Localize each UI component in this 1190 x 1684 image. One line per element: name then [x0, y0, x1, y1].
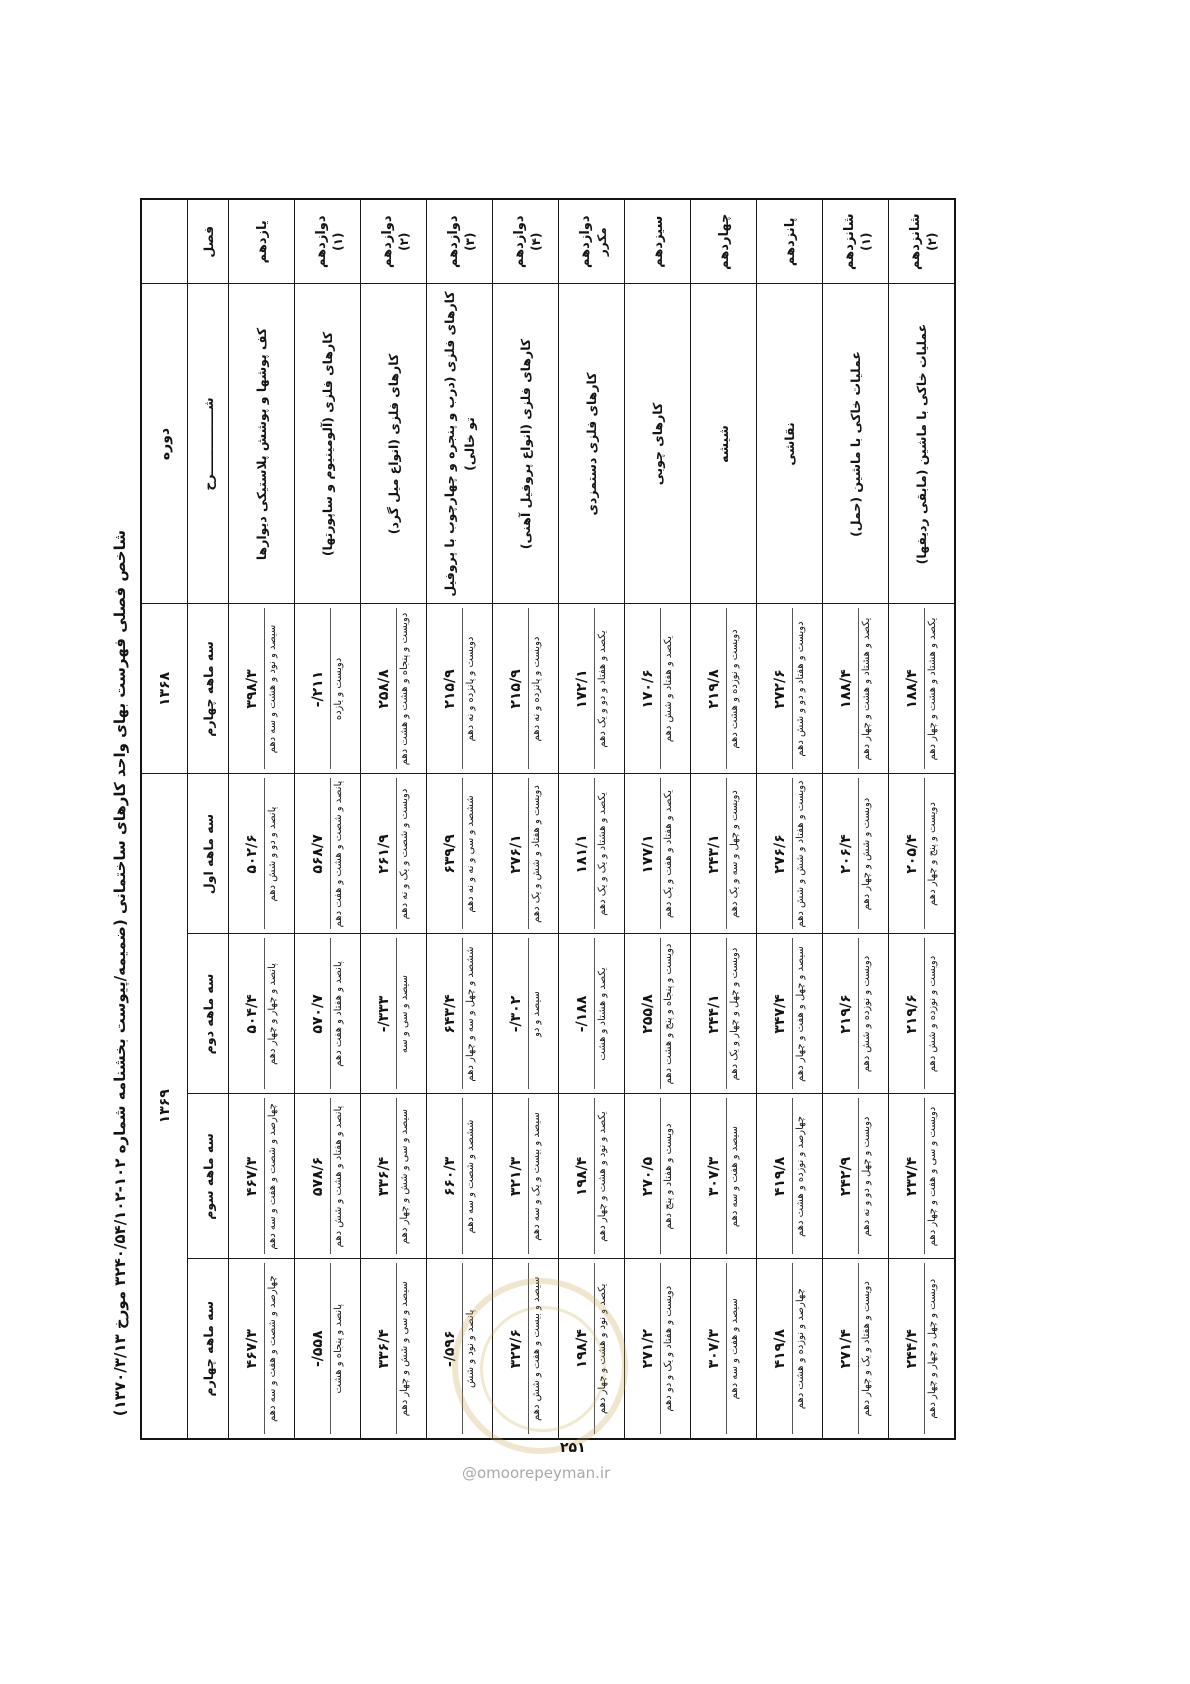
index-value: ۲۴۳/۱	[706, 834, 723, 874]
value-cell	[295, 1094, 361, 1259]
index-value: ۲۵۵/۸	[640, 994, 657, 1034]
chapter-cell	[295, 199, 361, 284]
table-row	[823, 199, 889, 1439]
value-cell	[823, 604, 889, 774]
value-cell	[691, 934, 757, 1094]
value-cell	[229, 934, 295, 1094]
index-value-words: دویست و چهل و دو و نه دهم	[858, 1099, 874, 1255]
index-value-words: چهارصد و شصت و هفت و سه دهم	[264, 1264, 280, 1435]
index-value-words: یکصد و نود و هشت و چهار دهم	[594, 1264, 610, 1435]
header-quarter: سه ماهه اول	[188, 774, 229, 934]
chapter-name: دوازدهم	[511, 215, 527, 269]
description-cell	[691, 284, 757, 604]
header-chapter: فصل	[188, 199, 229, 284]
document-title: شاخص فصلی فهرست بهای واحد کارهای ساختمانی (ضمیمه/پیوست بخشنامه شماره ۱۰۲-۳۲۴۰/۵۴/۱۰۲ مورخ ۱۳۷۰/۳/۱۳)	[111, 530, 129, 1417]
table-row	[625, 199, 691, 1439]
index-value-words: دویست و شصت و یک و نه دهم	[396, 779, 412, 930]
index-value-words: پانصد و هفتاد و هشت و شش دهم	[330, 1099, 346, 1255]
index-value-words: سیصد و هفت و سه دهم	[726, 1099, 742, 1255]
index-value-words: دویست و هفتاد و پنج دهم	[660, 1099, 676, 1255]
index-value-words: سیصد و نود و هشت و سه دهم	[264, 609, 280, 770]
value-cell	[427, 934, 493, 1094]
header-quarter: سه ماهه دوم	[188, 934, 229, 1094]
chapter-name: دوازدهم	[313, 215, 329, 269]
value-cell	[625, 1259, 691, 1439]
index-value-words: یکصد و هشتاد و هشت	[594, 939, 610, 1090]
index-value-words: دویست و هفتاد و دو و شش دهم	[792, 609, 808, 770]
index-value-words: دویست و پنج و چهار دهم	[924, 779, 940, 930]
chapter-cell	[559, 199, 625, 284]
description-cell	[229, 284, 295, 604]
index-value: ۱۸۸/۴	[838, 669, 855, 709]
index-value: ۲۷۰/۵	[640, 1156, 657, 1197]
index-value: ۲۶۱/۹	[376, 834, 393, 874]
index-value-words: ششصد و سی و نه و نه دهم	[462, 779, 478, 930]
value-cell	[295, 1259, 361, 1439]
index-value-words: یکصد و هفتاد و شش دهم	[660, 609, 676, 770]
index-value: ۱۸۸/-	[574, 995, 591, 1033]
index-value: ۲۷۱/۴	[838, 1329, 855, 1369]
value-cell	[889, 934, 956, 1094]
value-cell	[559, 934, 625, 1094]
value-cell	[361, 1094, 427, 1259]
description-cell	[559, 284, 625, 604]
index-value: ۱۷۲/۱	[574, 669, 591, 709]
index-value-words: سیصد و سی و شش و چهار دهم	[396, 1099, 412, 1255]
index-value: ۲۱۹/۶	[838, 994, 855, 1034]
header-year-1368: ۱۳۶۸	[141, 604, 188, 774]
rotated-landscape-sheet	[105, 195, 945, 1445]
index-value-words: دویست و چهل و چهار و چهار دهم	[924, 1264, 940, 1435]
index-value-words: چهارصد و نوزده و هشت دهم	[792, 1099, 808, 1255]
index-value-words: یکصد و هفتاد و دو و یک دهم	[594, 609, 610, 770]
index-value: ۳۴۷/۴	[772, 994, 789, 1034]
index-value-words: یکصد و هشتاد و یک و یک دهم	[594, 779, 610, 930]
value-cell	[229, 604, 295, 774]
index-value: ۶۳۹/۹	[442, 834, 459, 874]
value-cell	[691, 774, 757, 934]
chapter-name: شانزدهم	[841, 213, 857, 271]
header-description: شـــــــــــــــرح	[188, 284, 229, 604]
index-value: ۵۷۸/۶	[310, 1156, 327, 1197]
table-row	[559, 199, 625, 1439]
index-value-words: دویست و هفتاد و شش و یک دهم	[528, 779, 544, 930]
value-cell	[559, 774, 625, 934]
index-value: ۵۶۸/۷	[310, 834, 327, 874]
watermark-text: @omoorepeyman.ir	[462, 1464, 611, 1482]
chapter-name: سیزدهم	[650, 215, 666, 268]
index-value: ۲۳۷/۴	[904, 1156, 921, 1197]
value-cell	[757, 604, 823, 774]
index-value-words: دویست و هفتاد و شش و شش دهم	[792, 779, 808, 930]
index-value: ۴۶۷/۳	[244, 1156, 261, 1197]
index-value: ۲۱۹/۸	[706, 669, 723, 709]
chapter-subpart: مکرر	[595, 227, 610, 257]
value-cell	[493, 934, 559, 1094]
index-value-words: دویست و پانزده و نه دهم	[528, 609, 544, 770]
index-value: ۶۴۳/۴	[442, 994, 459, 1034]
page-number: ۲۵۱	[560, 1440, 586, 1456]
description-cell	[625, 284, 691, 604]
chapter-subpart: (۲)	[397, 232, 412, 251]
index-value-words: پانصد و چهار و چهار دهم	[264, 939, 280, 1090]
index-value-words: پانصد و نود و شش	[462, 1264, 478, 1435]
description-text: کارهای فلزی (انواع میل گرد)	[385, 353, 401, 535]
index-value: ۱۸۱/۱	[574, 834, 591, 874]
description-cell	[295, 284, 361, 604]
index-value-words: سیصد و سی و شش و چهار دهم	[396, 1264, 412, 1435]
description-text: کارهای فلزی (آلومینیوم و ساپورتها)	[319, 331, 335, 557]
value-cell	[889, 774, 956, 934]
value-cell	[625, 774, 691, 934]
header-year-1369: ۱۳۶۹	[141, 774, 188, 1439]
index-value-words: چهارصد و نوزده و هشت دهم	[792, 1264, 808, 1435]
index-value-words: ششصد و چهل و سه و چهار دهم	[462, 939, 478, 1090]
chapter-subpart: (۴)	[529, 232, 544, 251]
chapter-subpart: (۱)	[859, 232, 874, 251]
description-cell	[889, 284, 956, 604]
header-blank-cell	[141, 199, 188, 284]
value-cell	[691, 604, 757, 774]
index-value-words: پانصد و دو و شش دهم	[264, 779, 280, 930]
value-cell	[361, 774, 427, 934]
index-value: ۴۱۹/۸	[772, 1156, 789, 1197]
value-cell	[889, 604, 956, 774]
description-text: کارهای فلزی (درب و پنجره و چهارچوب با پروفیل تو خالی)	[442, 291, 477, 597]
value-cell	[625, 604, 691, 774]
value-cell	[889, 1094, 956, 1259]
value-cell	[757, 774, 823, 934]
index-value: ۱۸۸/۴	[904, 669, 921, 709]
index-value-words: یکصد و نود و هشت و چهار دهم	[594, 1099, 610, 1255]
header-quarter: سه ماهه چهارم	[188, 604, 229, 774]
price-index-table	[140, 198, 956, 1440]
description-text: عملیات خاکی با ماشین (مابقی ردیفها)	[913, 323, 929, 565]
index-value: ۳۳۳/-	[376, 995, 393, 1033]
index-value: ۲۴۲/۹	[838, 1156, 855, 1197]
index-value-words: دویست و نوزده و هشت دهم	[726, 609, 742, 770]
chapter-cell	[229, 199, 295, 284]
index-value: ۳۹۸/۳	[244, 669, 261, 709]
index-value: ۲۱۹/۶	[904, 994, 921, 1034]
header-row-quarters	[188, 199, 229, 1439]
index-value: ۳۲۷/۶	[508, 1329, 525, 1369]
description-cell	[823, 284, 889, 604]
index-value-words: پانصد و پنجاه و هشت	[330, 1264, 346, 1435]
value-cell	[625, 934, 691, 1094]
header-period: دوره	[141, 284, 188, 604]
header-row-years	[141, 199, 188, 1439]
index-value: ۲۱۵/۹	[508, 669, 525, 709]
chapter-name: دوازدهم	[577, 215, 593, 269]
table-row	[229, 199, 295, 1439]
value-cell	[493, 1259, 559, 1439]
value-cell	[823, 1259, 889, 1439]
description-cell	[493, 284, 559, 604]
index-value-words: یکصد و هشتاد و هشت و چهار دهم	[858, 609, 874, 770]
table-row	[691, 199, 757, 1439]
index-value-words: سیصد و سی و سه	[396, 939, 412, 1090]
description-cell	[757, 284, 823, 604]
value-cell	[493, 1094, 559, 1259]
table-row	[361, 199, 427, 1439]
index-value: ۲۰۵/۴	[904, 834, 921, 874]
chapter-cell	[625, 199, 691, 284]
value-cell	[295, 604, 361, 774]
value-cell	[559, 604, 625, 774]
index-value: ۱۷۰/۶	[640, 669, 657, 709]
index-value: ۲۱۱/-	[310, 670, 327, 708]
description-cell	[361, 284, 427, 604]
value-cell	[295, 774, 361, 934]
value-cell	[823, 774, 889, 934]
index-value-words: یکصد و هشتاد و هشت و چهار دهم	[924, 609, 940, 770]
index-value: ۲۵۸/۸	[376, 669, 393, 709]
index-value-words: دویست و نوزده و شش دهم	[858, 939, 874, 1090]
value-cell	[229, 1094, 295, 1259]
index-value: ۳۰۷/۳	[706, 1329, 723, 1369]
index-value-words: یکصد و هفتاد و هفت و یک دهم	[660, 779, 676, 930]
index-value-words: سیصد و بیست و هفت و شش دهم	[528, 1264, 544, 1435]
value-cell	[823, 934, 889, 1094]
description-text: شیشه	[715, 425, 731, 463]
index-value: ۱۷۷/۱	[640, 834, 657, 874]
chapter-cell	[493, 199, 559, 284]
table-row	[757, 199, 823, 1439]
chapter-subpart: (۲)	[925, 232, 940, 251]
index-value-words: دویست و پانزده و نه دهم	[462, 609, 478, 770]
value-cell	[361, 1259, 427, 1439]
index-value: ۲۷۶/۶	[772, 834, 789, 874]
index-value-words: دویست و چهل و سه و یک دهم	[726, 779, 742, 930]
index-value: ۵۰۲/۶	[244, 834, 261, 874]
value-cell	[757, 1094, 823, 1259]
index-value-words: پانصد و شصت و هشت و هفت دهم	[330, 779, 346, 930]
index-value-words: دویست و سی و هفت و چهار دهم	[924, 1099, 940, 1255]
description-text: کف پوشها و پوشش پلاستیکی دیوارها	[253, 327, 269, 561]
chapter-name: دوازدهم	[379, 215, 395, 269]
header-quarter: سه ماهه سوم	[188, 1094, 229, 1259]
index-value-words: دویست و یازده	[330, 609, 346, 770]
description-text: نقاشی	[781, 422, 797, 466]
chapter-cell	[823, 199, 889, 284]
index-value-words: سیصد و چهل و هفت و چهار دهم	[792, 939, 808, 1090]
index-value: ۳۳۶/۴	[376, 1156, 393, 1197]
index-value: ۱۹۸/۴	[574, 1156, 591, 1197]
chapter-cell	[757, 199, 823, 284]
index-value: ۳۲۱/۳	[508, 1156, 525, 1197]
index-value-words: دویست و پنجاه و هشت و هشت دهم	[396, 609, 412, 770]
table-row	[889, 199, 956, 1439]
description-text: کارهای فلزی (انواع پروفیل آهنی)	[517, 338, 533, 550]
index-value-words: سیصد و بیست و یک و سه دهم	[528, 1099, 544, 1255]
index-value-words: سیصد و هفت و سه دهم	[726, 1264, 742, 1435]
value-cell	[361, 934, 427, 1094]
index-value: ۴۶۷/۳	[244, 1329, 261, 1369]
index-value-words: دویست و پنجاه و پنج و هشت دهم	[660, 939, 676, 1090]
value-cell	[889, 1259, 956, 1439]
index-value: ۲۴۴/۱	[706, 994, 723, 1034]
value-cell	[691, 1259, 757, 1439]
value-cell	[823, 1094, 889, 1259]
index-value-words: چهارصد و شصت و هفت و سه دهم	[264, 1099, 280, 1255]
value-cell	[427, 1094, 493, 1259]
chapter-name: پانزدهم	[782, 217, 798, 267]
index-value: ۳۳۶/۴	[376, 1329, 393, 1369]
value-cell	[427, 604, 493, 774]
header-quarter: سه ماهه چهارم	[188, 1259, 229, 1439]
index-value: ۳۰۷/۳	[706, 1156, 723, 1197]
table-row	[427, 199, 493, 1439]
index-value: ۵۰۴/۴	[244, 994, 261, 1034]
chapter-subpart: (۳)	[463, 232, 478, 251]
chapter-name: یازدهم	[254, 220, 270, 264]
index-value: ۵۵۸/-	[310, 1330, 327, 1368]
index-value-words: سیصد و دو	[528, 939, 544, 1090]
value-cell	[229, 774, 295, 934]
chapter-cell	[361, 199, 427, 284]
value-cell	[691, 1094, 757, 1259]
index-value-words: دویست و نوزده و شش دهم	[924, 939, 940, 1090]
value-cell	[757, 934, 823, 1094]
index-value: ۵۷۰/۷	[310, 994, 327, 1034]
index-value-words: دویست و چهل و چهار و یک دهم	[726, 939, 742, 1090]
chapter-cell	[889, 199, 956, 284]
table-row	[493, 199, 559, 1439]
index-value: ۲۱۵/۹	[442, 669, 459, 709]
index-value: ۲۷۲/۶	[772, 669, 789, 709]
index-value-words: پانصد و هفتاد و هفت دهم	[330, 939, 346, 1090]
index-value: ۳۰۲/-	[508, 995, 525, 1033]
index-value: ۶۶۰/۳	[442, 1156, 459, 1197]
value-cell	[757, 1259, 823, 1439]
chapter-name: دوازدهم	[445, 215, 461, 269]
index-value: ۲۴۴/۴	[904, 1329, 921, 1369]
value-cell	[559, 1259, 625, 1439]
chapter-name: شانزدهم	[907, 213, 923, 271]
description-cell	[427, 284, 493, 604]
index-value: ۲۰۶/۴	[838, 834, 855, 874]
chapter-name: چهاردهم	[716, 213, 732, 270]
index-value: ۲۷۱/۲	[640, 1329, 657, 1369]
index-value-words: ششصد و شصت و سه دهم	[462, 1099, 478, 1255]
value-cell	[493, 604, 559, 774]
index-value: ۵۹۶/-	[442, 1330, 459, 1368]
value-cell	[427, 774, 493, 934]
chapter-subpart: (۱)	[331, 232, 346, 251]
value-cell	[229, 1259, 295, 1439]
value-cell	[295, 934, 361, 1094]
index-value: ۴۱۹/۸	[772, 1329, 789, 1369]
description-text: کارهای چوبی	[649, 402, 665, 486]
index-value: ۲۷۶/۱	[508, 834, 525, 874]
index-value-words: دویست و هفتاد و یک و دو دهم	[660, 1264, 676, 1435]
index-value: ۱۹۸/۴	[574, 1329, 591, 1369]
index-value-words: دویست و هفتاد و یک و چهار دهم	[858, 1264, 874, 1435]
description-text: عملیات خاکی با ماشین (حمل)	[847, 351, 863, 537]
value-cell	[625, 1094, 691, 1259]
table-row	[295, 199, 361, 1439]
chapter-cell	[691, 199, 757, 284]
value-cell	[559, 1094, 625, 1259]
value-cell	[361, 604, 427, 774]
value-cell	[427, 1259, 493, 1439]
index-value-words: دویست و شش و چهار دهم	[858, 779, 874, 930]
value-cell	[493, 774, 559, 934]
description-text: کارهای فلزی دستمزدی	[583, 372, 599, 516]
chapter-cell	[427, 199, 493, 284]
table-body	[229, 199, 956, 1439]
